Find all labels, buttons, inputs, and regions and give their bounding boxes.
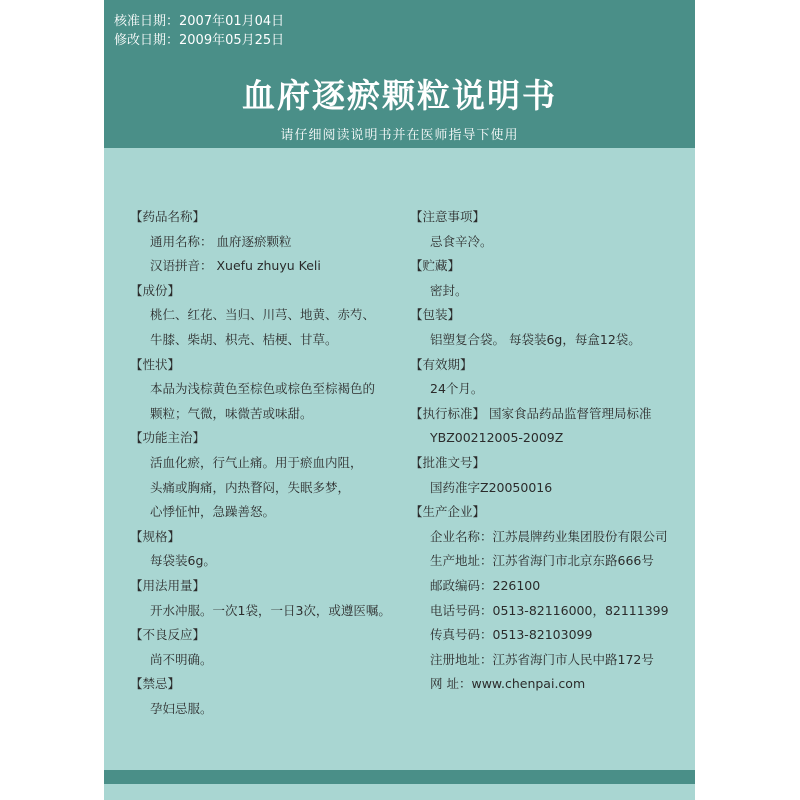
section-text: 企业名称：江苏晨牌药业集团股份有限公司 [430,528,668,544]
section-text: 本品为浅棕黄色至棕色或棕色至棕褐色的 [150,381,376,397]
document-title: 血府逐瘀颗粒说明书 [242,76,557,115]
section-text: 邮政编码：226100 [430,577,541,593]
section-text: 开水冲服。一次1袋，一日3次，或遵医嘱。 [150,602,391,618]
section-text: 传真号码：0513-82103099 [430,627,593,643]
section-text: 每袋装6g。 [150,553,216,569]
section-text: 铝塑复合袋。 每袋装6g，每盒12袋。 [430,331,641,347]
section-text: 24个月。 [430,381,484,397]
section-heading: 【用法用量】 [130,577,206,593]
section-text: 牛膝、柴胡、枳壳、桔梗、甘草。 [150,331,338,347]
approval-date: 核准日期：2007年01月04日 [114,14,285,29]
date-block [114,12,284,50]
section-text: 尚不明确。 [150,651,213,667]
section-text: YBZ00212005-2009Z [430,430,564,446]
section-text: 活血化瘀，行气止痛。用于瘀血内阻， [150,454,363,470]
section-text: 桃仁、红花、当归、川芎、地黄、赤芍、 [150,307,376,323]
section-heading: 【有效期】 [410,356,473,372]
section-text: 电话号码：0513-82116000，82111399 [430,602,669,618]
section-text: 忌食辛冷。 [430,233,493,249]
section-heading: 【注意事项】 [410,209,486,224]
footer-band [104,770,695,784]
header-band [104,0,695,148]
section-heading: 【执行标准】 国家食品药品监督管理局标准 [410,405,652,421]
section-text: 通用名称： 血府逐瘀颗粒 [150,233,292,249]
section-heading: 【成份】 [130,282,181,298]
section-text: 心悸怔忡，急躁善怒。 [150,504,276,520]
section-heading: 【禁忌】 [130,676,181,692]
revision-date: 修改日期：2009年05月25日 [114,33,285,48]
section-text: 国药准字Z20050016 [430,479,553,495]
section-heading: 【生产企业】 [410,504,486,520]
section-text: 网 址：www.chenpai.com [430,676,586,692]
section-text: 生产地址：江苏省海门市北京东路666号 [430,553,654,569]
section-text: 孕妇忌服。 [150,700,213,716]
section-text: 头痛或胸痛，内热瞀闷，失眠多梦， [150,479,351,495]
section-text: 颗粒；气微，味微苦或味甜。 [150,405,313,421]
left-column [130,205,400,721]
section-heading: 【贮藏】 [410,258,461,274]
right-column [410,205,680,697]
section-heading: 【规格】 [130,528,181,544]
section-heading: 【性状】 [130,356,181,372]
section-text: 汉语拼音： Xuefu zhuyu Keli [150,258,321,274]
section-heading: 【不良反应】 [130,627,206,643]
section-heading: 【药品名称】 [130,209,206,224]
instruction-sheet [104,0,695,800]
section-heading: 【功能主治】 [130,430,206,446]
section-text: 密封。 [430,282,468,298]
section-heading: 【包装】 [410,307,461,323]
section-heading: 【批准文号】 [410,454,486,470]
section-text: 注册地址：江苏省海门市人民中路172号 [430,651,654,667]
document-subtitle: 请仔细阅读说明书并在医师指导下使用 [280,128,519,143]
